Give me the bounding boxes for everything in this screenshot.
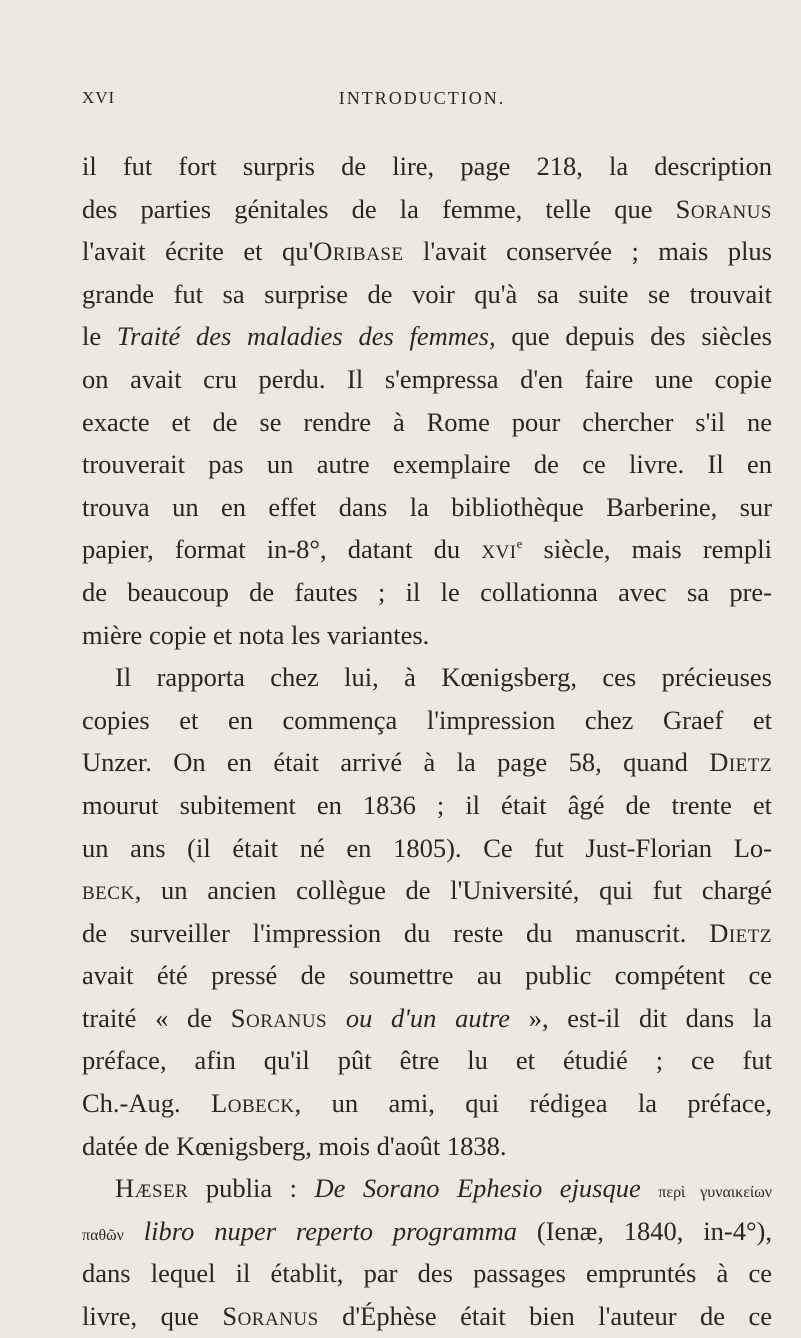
text-line: avait été pressé de soumettre au public compétent ce	[82, 960, 772, 991]
page-number: XVI	[82, 88, 116, 107]
text-line: papier, format in-8°, datant du xvi$^e$ siècle, mais rempli	[82, 534, 772, 565]
text-line: traité « de Soranus ou d'un autre », est-il dit dans la	[82, 1002, 773, 1033]
running-title: INTRODUCTION.	[338, 88, 506, 108]
text-line: Il rapporta chez lui, à Kœnigsberg, ces précieuses	[115, 662, 772, 693]
text-line: l'avait écrite et qu'Oribase l'avait conservée ; mais plus	[82, 236, 772, 267]
text-line: préface, afin qu'il pût être lu et étudié ; ce fut	[82, 1045, 772, 1076]
text-line: des parties génitales de la femme, telle que Soranus	[82, 193, 772, 224]
text-line: exacte et de se rendre à Rome pour chercher s'il ne	[82, 406, 772, 437]
text-line: copies et en commença l'impression chez Graef et	[82, 704, 772, 735]
text-line: dans lequel il établit, par des passages empruntés à ce	[82, 1258, 772, 1289]
text-line: on avait cru perdu. Il s'empressa d'en faire une copie	[82, 363, 772, 394]
text-line: grande fut sa surprise de voir qu'à sa suite se trouvait	[82, 278, 772, 309]
text-line: trouva un en effet dans la bibliothèque Barberine, sur	[82, 491, 772, 522]
text-line: trouverait pas un autre exemplaire de ce livre. Il en	[82, 449, 772, 480]
page-header	[82, 88, 762, 118]
text-line: mourut subitement en 1836 ; il était âgé de trente et	[82, 789, 772, 820]
text-line: livre, que Soranus d'Éphèse était bien l'auteur de ce	[82, 1301, 772, 1332]
text-line: Unzer. On en était arrivé à la page 58, quand Dietz	[82, 747, 772, 778]
text-line: le Traité des maladies des femmes, que depuis des siècles	[82, 321, 772, 352]
text-line: Hæser publia : De Sorano Ephesio ejusque περὶ γυναικείων	[115, 1173, 772, 1204]
text-line: de beaucoup de fautes ; il le collationna avec sa pre-	[82, 576, 772, 607]
text-line: un ans (il était né en 1805). Ce fut Just-Florian Lo-	[82, 832, 772, 863]
text-line: mière copie et nota les variantes.	[82, 619, 430, 650]
text-line: Ch.-Aug. Lobeck, un ami, qui rédigea la préface,	[82, 1088, 772, 1119]
body-text	[82, 145, 772, 1338]
text-line: παθῶν libro nuper reperto programma (Ienæ, 1840, in-4°),	[82, 1215, 772, 1246]
text-line: il fut fort surpris de lire, page 218, la description	[82, 151, 772, 181]
text-line: beck, un ancien collègue de l'Université, qui fut chargé	[82, 875, 772, 906]
text-line: datée de Kœnigsberg, mois d'août 1838.	[82, 1130, 507, 1161]
text-line: de surveiller l'impression du reste du manuscrit. Dietz	[82, 917, 772, 948]
